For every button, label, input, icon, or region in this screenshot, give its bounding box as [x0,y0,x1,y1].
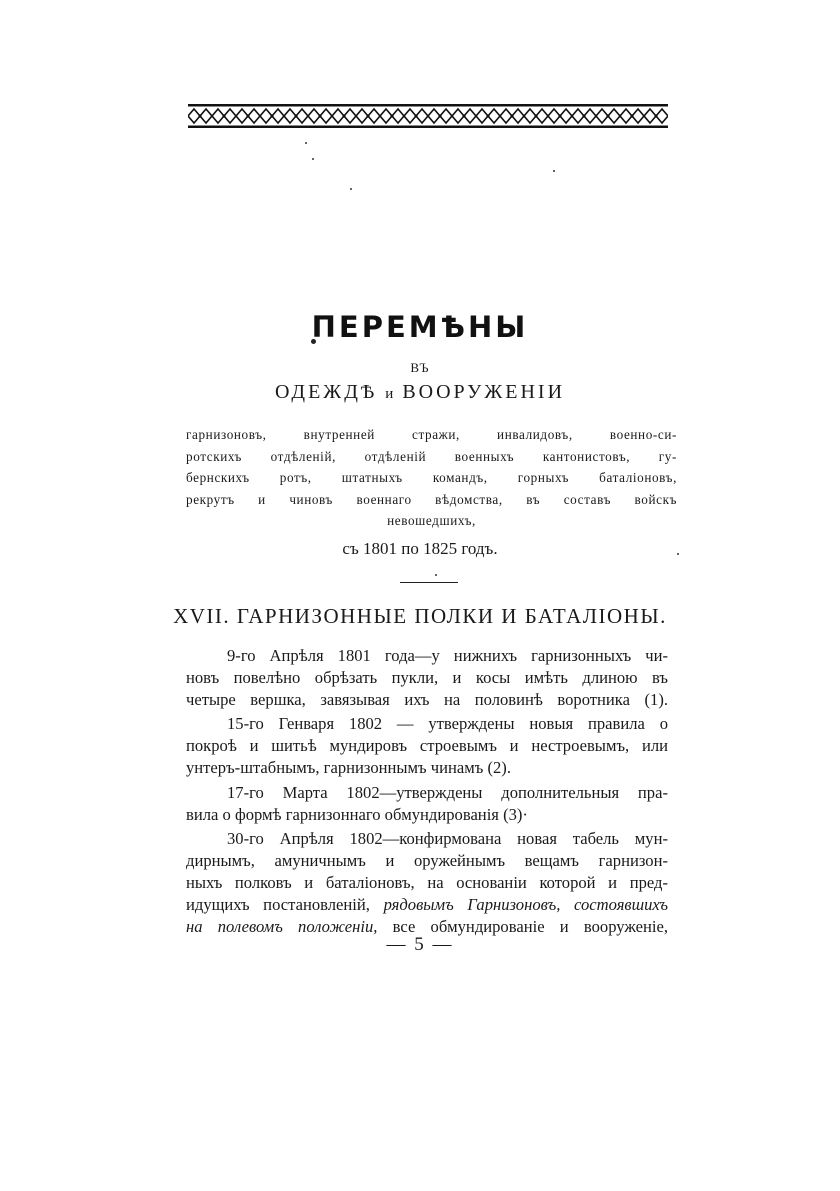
paragraph [186,713,668,778]
paragraph-line [186,894,668,916]
subtitle-part-1: ОДЕЖДѢ [274,381,378,403]
description-line: ротскихъ отдѣленій, отдѣленій военныхъ кантонистовъ, гу- [186,448,677,464]
body-text [186,645,668,940]
divider-rule [400,582,458,583]
paragraph-line: новъ повелѣно обрѣзать пукли, и косы имѣть длиною въ [186,667,668,687]
paragraph-line: унтеръ-штабнымъ, гарнизоннымъ чинамъ (2). [186,757,511,777]
scan-speck [305,142,307,144]
paragraph-line: ныхъ полковъ и баталіоновъ, на основаніи которой и пред- [186,872,668,892]
paragraph-line: 17-го Марта 1802—утверждены дополнительныя пра- [227,782,668,802]
subtitle [0,381,840,404]
scan-speck [350,188,352,190]
decorative-ornament-band [188,104,668,128]
paragraph [186,645,668,710]
paragraph-line: дирнымъ, амуничнымъ и оружейнымъ вещамъ гарнизон- [186,851,668,871]
paragraph-line: 30-го Апрѣля 1802—конфирмована новая табель мун- [227,829,668,849]
description-line: невошедшихъ, [387,513,476,528]
paragraph-line: вила о формѣ гарнизоннаго обмундированія (3)· [186,804,528,824]
paragraph-text: идущихъ постановленій, [186,894,370,914]
paragraph-text: все обмундированіе и вооруженіе, [392,916,668,936]
paragraph-line: покроѣ и шитьѣ мундировъ строевымъ и нестроевымъ, или [186,736,668,756]
paragraph-line: 9-го Апрѣля 1801 года—у нижнихъ гарнизонныхъ чи- [227,646,668,665]
scan-speck [312,158,314,160]
page-number: — 5 — [386,934,454,955]
paragraph-line: четыре вершка, завязывая ихъ на половинѣ воротника (1). [186,689,668,709]
page-title: ПЕРЕМѢНЫ [311,310,529,344]
section-heading: XVII. ГАРНИЗОННЫЕ ПОЛКИ И БАТАЛІОНЫ. [173,604,667,628]
subtitle-and: и [385,386,395,402]
date-range: съ 1801 по 1825 годъ. [342,539,498,558]
scan-speck [553,170,555,172]
subtitle-description [186,424,677,532]
title-connector: ВЪ [410,360,430,375]
paragraph [186,782,668,826]
description-line: гарнизоновъ, внутренней стражи, инвалидовъ, военно-си- [186,427,677,442]
description-line: бернскихъ ротъ, штатныхъ командъ, горныхъ баталіоновъ, [186,470,677,485]
scan-speck [435,574,437,576]
italic-phrase: рядовымъ Гарнизоновъ, состоявшихъ [383,894,668,914]
paragraph-line: 15-го Генваря 1802 — утверждены новыя правила о [227,714,668,734]
subtitle-part-2: ВООРУЖЕНІИ [402,381,566,403]
italic-phrase: на полевомъ положеніи, [186,916,378,936]
description-line: рекрутъ и чиновъ военнаго вѣдомства, въ составъ войскъ [186,491,677,507]
paragraph [186,828,668,937]
